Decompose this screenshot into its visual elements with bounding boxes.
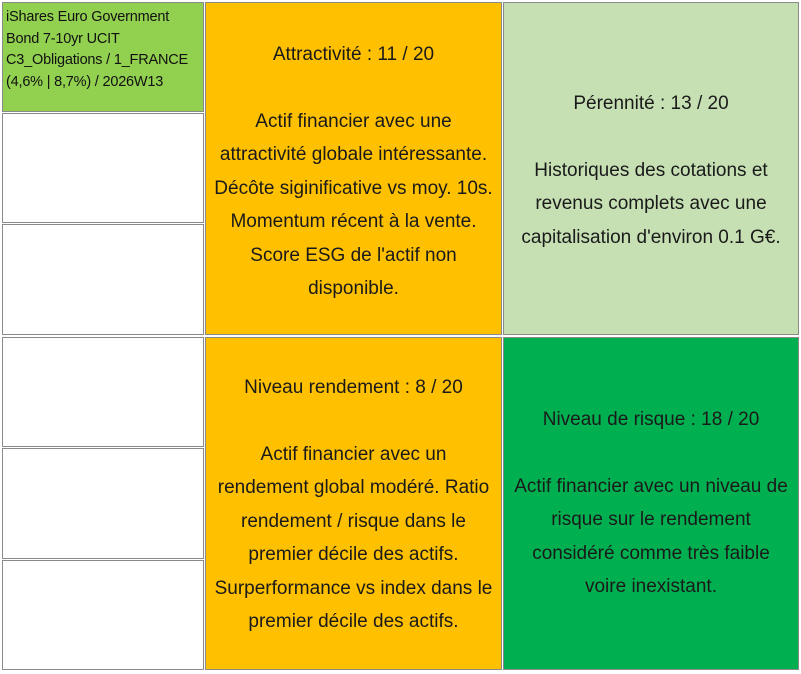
asset-category: C3_Obligations / 1_FRANCE	[6, 52, 188, 68]
rendement-line: premier décile des actifs.	[248, 611, 459, 632]
asset-name-line-2: Bond 7-10yr UCIT	[6, 30, 120, 47]
attractivite-line: Décôte siginificative vs moy. 10s.	[214, 177, 493, 199]
blank-cell-2	[2, 224, 204, 335]
attractivite-title: Attractivité : 11 / 20	[272, 44, 435, 65]
attractivite-line: disponible.	[308, 278, 399, 299]
risque-title: Niveau de risque : 18 / 20	[542, 409, 760, 430]
blank-cell-5	[2, 560, 204, 670]
blank-cell-4	[2, 448, 204, 559]
rendement-title: Niveau rendement : 8 / 20	[244, 377, 463, 398]
attractivite-line: Momentum récent à la vente.	[230, 211, 477, 232]
asset-header	[2, 2, 204, 112]
blank-cell-1	[2, 113, 204, 223]
perennite-line: revenus complets avec une	[535, 193, 767, 214]
perennite-line: capitalisation d'environ 0.1 G€.	[521, 226, 781, 248]
risque-panel	[503, 337, 799, 670]
rendement-line: rendement global modéré. Ratio	[217, 477, 490, 498]
perennite-panel	[503, 2, 799, 335]
attractivite-description	[214, 105, 492, 306]
risque-line: voire inexistant.	[584, 576, 717, 597]
blank-cell-3	[2, 337, 204, 447]
attractivite-line: Score ESG de l'actif non	[250, 244, 457, 266]
rendement-panel	[205, 337, 502, 670]
rendement-line: premier décile des actifs.	[248, 544, 459, 565]
asset-name-line-1: iShares Euro Government	[6, 9, 170, 25]
risque-line: risque sur le rendement	[551, 509, 751, 530]
perennite-description	[521, 154, 780, 255]
risque-line: Actif financier avec un niveau de	[514, 475, 788, 497]
asset-stats: (4,6% | 8,7%) / 2026W13	[6, 73, 164, 90]
rendement-line: Actif financier avec un	[260, 443, 447, 465]
rendement-line: Surperformance vs index dans le	[214, 577, 493, 599]
attractivite-line: Actif financier avec une	[255, 110, 452, 132]
attractivite-panel	[205, 2, 502, 335]
rendement-line: rendement / risque dans le	[241, 510, 466, 532]
perennite-line: Historiques des cotations et	[534, 159, 768, 181]
risque-description	[514, 470, 788, 604]
perennite-title: Pérennité : 13 / 20	[573, 93, 729, 114]
risque-line: considéré comme très faible	[532, 542, 770, 564]
attractivite-line: attractivité globale intéressante.	[219, 144, 488, 165]
rendement-description	[215, 438, 493, 639]
